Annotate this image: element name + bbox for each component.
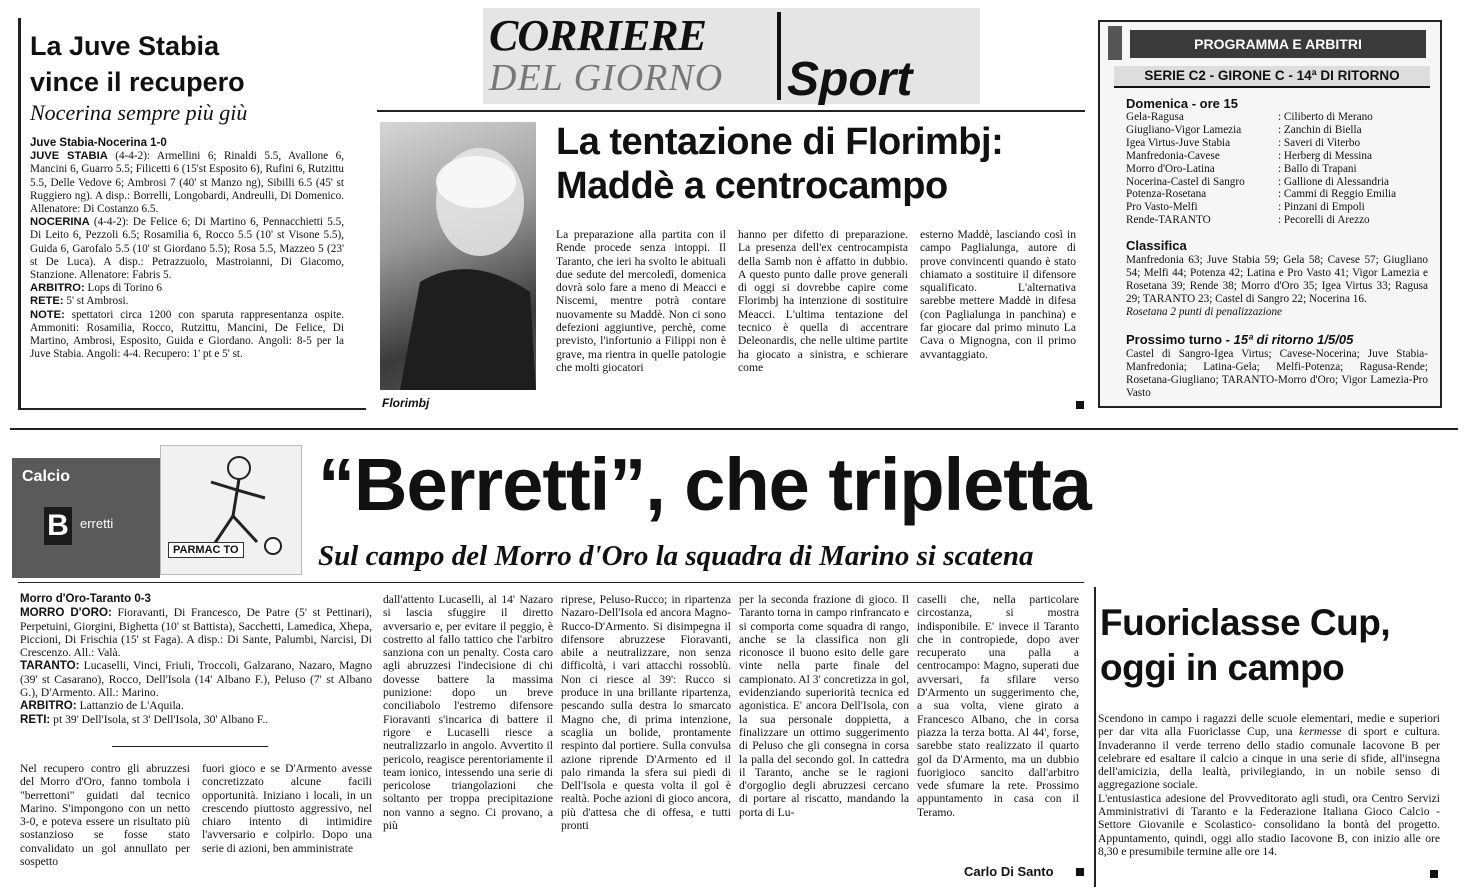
cartoon-sign: PARMAC TO	[168, 542, 244, 558]
section-divider	[10, 428, 1458, 430]
berretti-end-mark	[1076, 868, 1084, 876]
fuoriclasse-left-rule	[1094, 587, 1096, 887]
berretti-col-3: dall'attento Lucaselli, al 14' Nazaro si lascia sfuggire il diretto avversario e, per evitare il peggio, è costretto al fallo tattico che l'arbitro sanziona con un penalty. Costa caro agli abruzzesi l'indecisione di chi dovesse battere la massima punizione: dopo un breve conciliabolo l'estremo difensore Fioravanti s'incarica di battere il rigore e Lucaselli riesce a neutralizzarlo in angolo. Avvertito il pericolo, reagisce perentoriamente il team ionico, intessendo una serie di pericolose triangolazioni che soltanto per troppa precipitazione non vanno a segno. Ci provano, a più	[383, 593, 553, 833]
masthead-sport: Sport	[787, 53, 913, 106]
tabellino-end-rule	[112, 746, 268, 747]
programma-box	[1098, 20, 1442, 408]
programma-logo-icon	[1108, 26, 1122, 60]
portrait-illustration	[380, 122, 536, 390]
juve-headline: La Juve Stabia vince il recupero	[30, 31, 245, 97]
match-row: Nocerina-Castel di Sangro : Gallione di Alessandria	[1126, 175, 1389, 188]
florimbj-photo-caption: Florimbj	[382, 396, 430, 410]
juve-line-arbitro: ARBITRO: Lops di Torino 6	[30, 282, 163, 295]
berretti-col-1: Nel recupero contro gli abruzzesi del Morro d'Oro, fanno tombola i "berrettoni" guidati dal tecnico Marino. S'impongono con un netto 3-0, e poteva essere un risultato più sostanzioso se fosse stato convalidato un gol annullato per sospetto	[20, 762, 190, 869]
juve-subtitle: Nocerina sempre più giù	[30, 100, 248, 125]
juve-tabellino	[30, 137, 344, 361]
juve-line-nocerina: NOCERINA (4-4-2): De Felice 6; Di Martino 6, Pennacchietti 5.5, Di Leito 6, Pezzoli 6.5; Rosamilia 6, Rocco 5.5 (10' st Visone 5.5), Guida 6, Garofalo 5.5 (10' st Giordano 5.5); Rosa 5.5, Mazzeo 5 (23' st De Luca). A disp.: Petrazzuolo, Mastroianni, Di Giacomo, Stanzione. Allenatore: Fabris 5.	[30, 216, 344, 282]
match-row: Gela-Ragusa : Ciliberto di Merano	[1126, 111, 1373, 123]
tabellino-reti: RETI: pt 39' Dell'Isola, st 3' Dell'Isola, 30' Albano F..	[20, 712, 269, 726]
penalty-note: Rosetana 2 punti di penalizzazione	[1126, 305, 1282, 318]
berretti-initial: B	[44, 507, 72, 545]
juve-score: Juve Stabia-Nocerina 1-0	[30, 137, 167, 149]
classifica-label: Classifica	[1126, 238, 1187, 253]
berretti-col-2: fuori gioco e se D'Armento avesse concretizzato alcune facili opportunità. Iniziano i locali, in un crescendo piuttosto aggressivo, nel chiaro intento di intimidire l'avversario e colpirlo. Dopo una serie di azioni, ben amministrate	[202, 762, 372, 855]
prossimo-turno-text: Castel di Sangro-Igea Virtus; Cavese-Nocerina; Juve Stabia-Manfredonia; Latina-Gela; Melfi-Potenza; Ragusa-Rende; Rosetana-Giugliano; TARANTO-Morro d'Oro; Vigor Lamezia-Pro Vasto	[1126, 348, 1428, 399]
juve-box-bottom-rule	[18, 408, 366, 410]
florimbj-headline: La tentazione di Florimbj: Maddè a centrocampo	[556, 121, 1004, 207]
berretti-subtitle: Sul campo del Morro d'Oro la squadra di Marino si scatena	[318, 540, 1034, 572]
berretti-col-4: riprese, Peluso-Rucco; in ripartenza Nazaro-Dell'Isola ed ancora Magno-Rucco-D'Armento. Si disimpegna il difensore abruzzese Fioravanti, abile a neutralizzare, non senza difficoltà, i vari attacchi rossoblù. Non ci riesce al 39': Rucco si produce in una brillante ripartenza, pescando sulla destra lo smarcato Magno che, di prima intenzione, scaglia un bolide, prontamente respinto dal portiere. Sulla convulsa azione riprende D'Armento ed il palo rimanda la sfera sui piedi di Dell'Isola e questa volta il gol è realtà. Poche azioni di gioco ancora, più d'attesa che di offesa, e tutti pronti	[561, 593, 731, 833]
juve-box-left-rule	[18, 18, 21, 410]
tabellino-morro: MORRO D'ORO: Fioravanti, Di Francesco, De Patre (5' st Pettinari), Perpetuini, Giorgini, Bighetta (10' st Battista), Sacchetti, Lamedica, Xhepa, Piccioni, Di Frischia (15' st Faga). A disp.: Di Sante, Palumbi, Narcisi, Di Crescenzo. All.: Valà.	[20, 606, 373, 660]
programma-matches	[1126, 111, 1426, 227]
berretti-col-5: per la seconda frazione di gioco. Il Taranto torna in campo rinfrancato e si comporta come squadra di rango, anche se la classifica non gli riconosce il buono esito delle gare vinte nella parte finale del campionato. Al 3' concretizza in gol, evidenziando superiorità tecnica ed agonistica. E' ancora Dell'Isola, con la sua personale doppietta, a finalizzare un ottimo suggerimento di Peluso che gli consegna in corsa la palla del secondo gol. In cattedra il Taranto, anche se le ragioni d'orgoglio degli abruzzesi cercano di portare al riscatto, mandando la porta di Lu-	[739, 593, 909, 819]
florimbj-col-1: La preparazione alla partita con il Rende procede senza intoppi. Il Taranto, che ieri ha svolto le abituali due sedute del mercoledì, domenica dovrà solo fare a meno di Meacci e Niscemi, mentre potrà contare nuovamente su Maddè. Non ci sono defezioni aggiuntive, perchè, come previsto, l'infortunio a Filippi non è grave, ma rientra in quelle patologie che molti giocatori	[556, 228, 726, 374]
programma-serie: SERIE C2 - GIRONE C - 14ª DI RITORNO	[1114, 66, 1430, 88]
match-row: Manfredonia-Cavese : Herberg di Messina	[1126, 149, 1372, 162]
fuoriclasse-headline: Fuoriclasse Cup, oggi in campo	[1100, 602, 1391, 688]
juve-line-rete: RETE: 5' st Ambrosi.	[30, 295, 129, 308]
programma-header: PROGRAMMA E ARBITRI	[1130, 30, 1426, 58]
tabellino-arbitro: ARBITRO: Lattanzio de L'Aquila.	[20, 699, 184, 713]
match-row: Potenza-Rosetana : Cammi di Reggio Emilia	[1126, 188, 1397, 201]
berretti-col-6: caselli che, nella particolare circostanza, si mostra indisponibile. E' invece il Taranto che in contropiede, dopo aver recuperato una palla a centrocampo: Magno, superati due avversari, fa sfilare verso D'Armento un suggerimento che, a sua volta, viene girato a Francesco Albano, che in corsa piazza la terza botta. Al 44', forse, sarebbe stato realizzato il quarto gol da D'Armento, ma un dubbio fuorigioco sancito dall'arbitro vede sfumare la rete. Prossimo appuntamento in casa con il Teramo.	[917, 593, 1079, 819]
masthead-del-giorno: DEL GIORNO	[489, 57, 724, 99]
florimbj-col-2: hanno per difetto di preparazione. La presenza dell'ex centrocampista della Samb non è affatto in dubbio. A questo punto dalle prove generali di oggi si dovrebbe capire come Florimbj ha intenzione di sostituire Meacci. L'ultima tentazione del tecnico è quella di accentrare Deleonardis, che nelle ultime partite ha giocato a sinistra, e schierare come	[738, 228, 908, 374]
masthead-corriere: CORRIERE	[489, 11, 706, 60]
berretti-tabellino	[20, 593, 372, 726]
florimbj-photo	[380, 122, 536, 390]
juve-line-juvestabia: JUVE STABIA (4-4-2): Armellini 6; Rinaldi 5.5, Avallone 6, Mancini 6, Guarro 5.5; Filicetti 6 (15'st Esposito 6), Rufini 6, Rutzittu 5.5, Delle Vedove 6; Ambrosi 7 (40' st Manzo ng), Sibilli 6.5 (45' st Ruggiero ng). A disp.: Borrelli, Longobardi, Andreulli, Di Domenico. Allenatore: Di Costanzo 6.5.	[30, 150, 344, 216]
fuoriclasse-end-mark	[1430, 870, 1438, 878]
match-row: Pro Vasto-Melfi : Pinzani di Empoli	[1126, 201, 1365, 214]
tabellino-taranto: TARANTO: Lucaselli, Vinci, Friuli, Troccoli, Galzarano, Nazaro, Magno (39' st Casarano), Rocco, Dell'Isola (14' Albano F.), Peluso (7' st Albano G.), D'Armento. All.: Marino.	[20, 659, 372, 700]
match-row: Rende-TARANTO : Pecorelli di Arezzo	[1126, 214, 1370, 227]
florimbj-top-rule	[377, 110, 1085, 112]
calcio-label: Calcio	[22, 468, 71, 485]
prossimo-turno-label: Prossimo turno - 15ª di ritorno 1/5/05	[1126, 332, 1354, 347]
berretti-label: erretti	[80, 516, 114, 531]
berretti-author: Carlo Di Santo	[964, 864, 1054, 879]
juve-line-note: NOTE: spettatori circa 1200 con sparuta rappresentanza ospite. Ammoniti: Rosamilia, Rocco, Rutzittu, Mancini, De Felice, Di Martino, Ambrosi, Esposito, Guida e Giordano. Angoli: 8-5 per la Juve Stabia. Angoli: 4-4. Recupero: 1' pt e 5' st.	[30, 308, 344, 361]
match-row: Giugliano-Vigor Lamezia : Zanchin di Biella	[1126, 123, 1362, 136]
programma-domenica: Domenica - ore 15	[1126, 96, 1238, 111]
berretti-score: Morro d'Oro-Taranto 0-3	[20, 593, 151, 605]
match-row: Morro d'Oro-Latina : Ballo di Trapani	[1126, 162, 1357, 175]
fuoriclasse-body: Scendono in campo i ragazzi delle scuole elementari, medie e superiori per dar vita alla Fuoriclasse Cup, una kermesse di sport e cultura. Invaderanno il verde terreno dello stadio comunale Iacovone B per celebrare ed esaltare il calcio a cinque in una serie di sfide, all'insegna dell'amicizia, della lealtà, privilegiando, in un nobile senso di aggregazione sociale. L'entusiastica adesione del Provveditorato agli studi, ora Centro Servizi Amministrativi di Taranto e la Federazione Italiana Gioco Calcio - Settore Giovanile e Scolastico- consolidano la bontà del progetto. Appuntamento, quindi, oggi allo stadio Iacovone B, con inizio alle ore 8,30 e presumibile termine alle ore 14.	[1098, 712, 1440, 858]
match-row: Igea Virtus-Juve Stabia : Saveri di Viterbo	[1126, 136, 1361, 149]
masthead	[483, 8, 980, 104]
classifica-text: Manfredonia 63; Juve Stabia 59; Gela 58; Cavese 57; Giugliano 54; Melfi 44; Potenza 42; Latina e Pro Vasto 41; Vigor Lamezia e Rosetana 39; Rende 38; Morro d'Oro 35; Igea Virtus 33; Ragusa 29; TARANTO 23; Castel di Sangro 22; Nocerina 16. Rosetana 2 punti di penalizzazione	[1126, 254, 1428, 318]
berretti-rule	[18, 582, 1084, 583]
masthead-divider	[777, 12, 781, 100]
florimbj-col-3: esterno Maddè, lasciando così in campo Paglialunga, autore di prove convincenti quando è stato chiamato a sostituire il difensore squalificato. L'alternativa sarebbe mettere Maddè in difesa (con Paglialunga in panchina) e far giocare dal primo minuto La Cava o Mignogna, con il primo avvantaggiato.	[920, 228, 1076, 361]
berretti-headline: “Berretti”, che tripletta	[318, 443, 1091, 526]
florimbj-end-mark	[1076, 401, 1084, 409]
